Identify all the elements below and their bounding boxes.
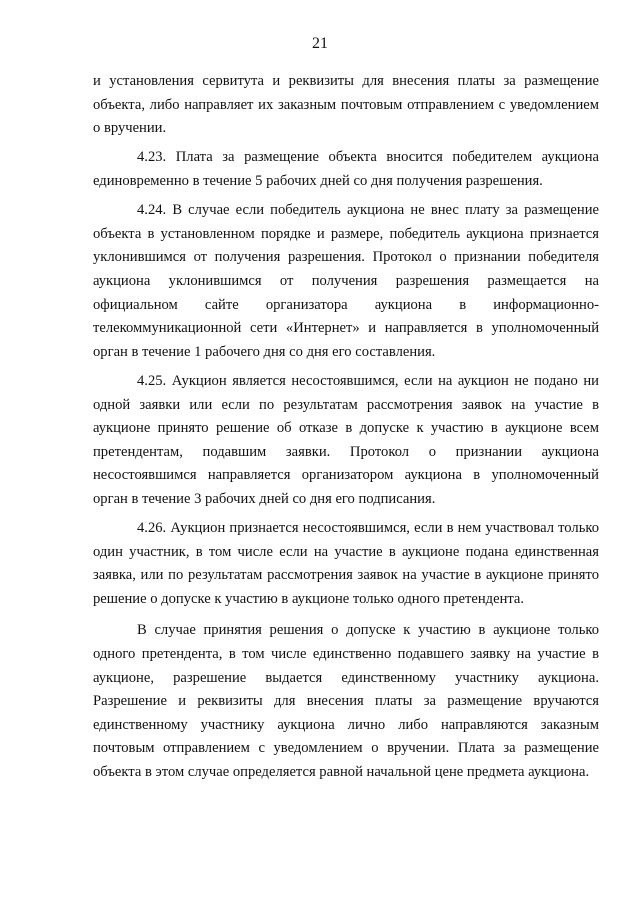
paragraph-4-26-continued: В случае принятия решения о допуске к участию в аукционе только одного претендента, в том числе единственно подавшего заявку на участие в аукционе, разрешение выдается единственному участнику аукциона. Разрешение и реквизиты для внесения платы за размещение вручаются единственному участнику аукциона лично либо направляются заказным почтовым отправлением с уведомлением о вручении. Плата за размещение объекта в этом случае определяется равной начальной цене предмета аукциона. [93,622,599,780]
paragraph-continuation: и установления сервитута и реквизиты для внесения платы за размещение объекта, либо направляет их заказным почтовым отправлением с уведомлением о вручении. [93,73,599,137]
paragraph-4-24: 4.24. В случае если победитель аукциона не внес плату за размещение объекта в установленном порядке и размере, победитель аукциона признается уклонившимся от получения разрешения. Протокол о признании победителя аукциона уклонившимся от получения разрешения размещается на официальном сайте организатора аукциона в информационно-телекоммуникационной сети «Интернет» и направляется в уполномоченный орган в течение 1 рабочего дня со дня его составления. [93,202,599,360]
paragraph-4-26: 4.26. Аукцион признается несостоявшимся, если в нем участвовал только один участник, в том числе если на участие в аукционе подана единственная заявка, или по результатам рассмотрения заявок на участие в аукционе принято решение о допуске к участию в аукционе только одного претендента. [93,520,599,607]
page-number: 21 [312,35,328,52]
document-body [93,70,599,790]
paragraph-4-23: 4.23. Плата за размещение объекта вносится победителем аукциона единовременно в течение 5 рабочих дней со дня получения разрешения. [93,149,599,189]
paragraph-4-25: 4.25. Аукцион является несостоявшимся, если на аукцион не подано ни одной заявки или если по результатам рассмотрения заявок на участие в аукционе принято решение об отказе в допуске к участию в аукционе всем претендентам, подавшим заявки. Протокол о признании аукциона несостоявшимся направляется организатором аукциона в уполномоченный орган в течение 3 рабочих дней со дня его подписания. [93,372,599,507]
